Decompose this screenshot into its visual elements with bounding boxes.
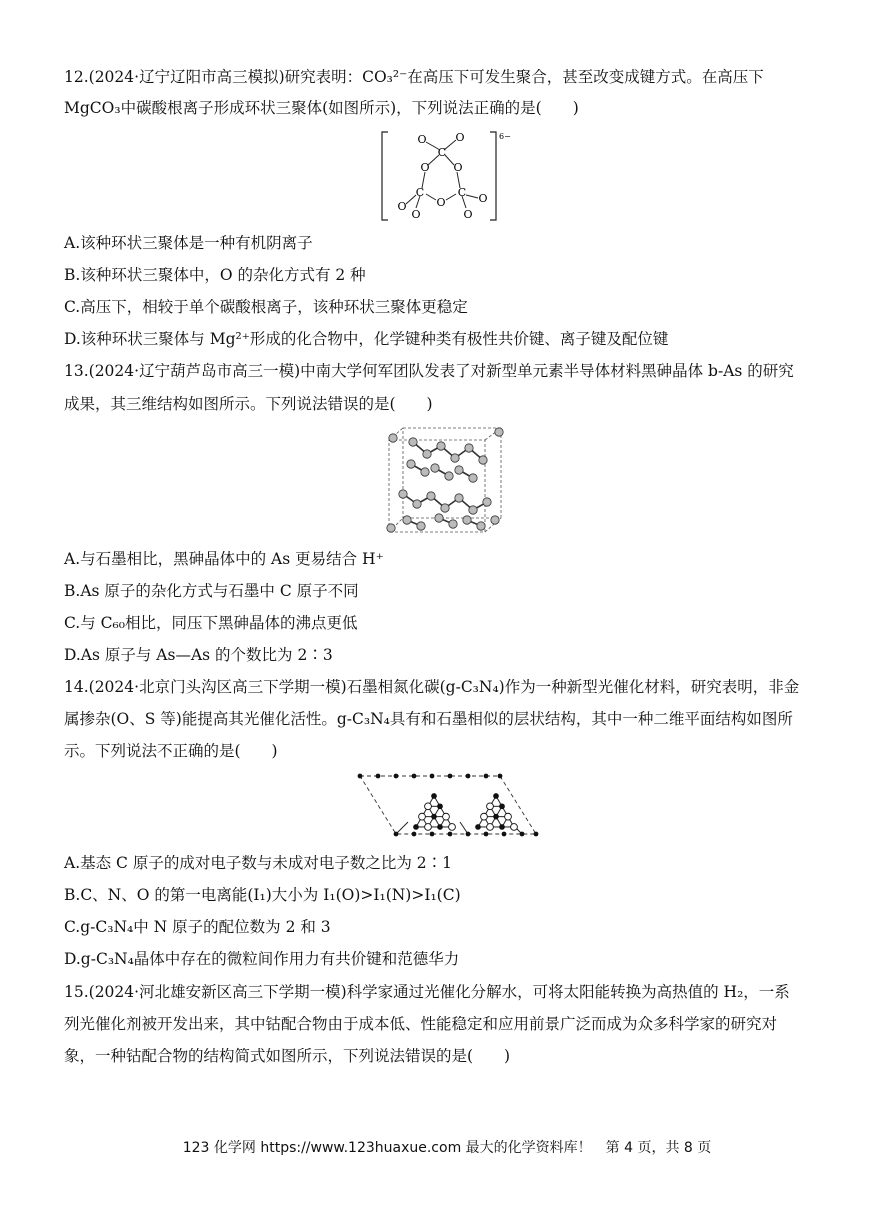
carbon-atom	[487, 824, 494, 831]
carbon-atom	[425, 803, 432, 810]
q14-line-1: 14.(2024·北京门头沟区高三下学期一模)石墨相氮化碳(g-C₃N₄)作为一种新型光催化材料，研究表明，非金	[64, 678, 800, 696]
nitrogen-atom	[430, 832, 435, 837]
nitrogen-atom	[432, 794, 437, 799]
arsenic-atom	[399, 490, 407, 498]
atom-c: C	[415, 186, 425, 199]
atom-c: C	[437, 146, 447, 159]
carbon-atom	[505, 813, 512, 820]
q15-line-3: 象，一种钴配合物的结构简式如图所示，下列说法错误的是( )	[64, 1047, 511, 1065]
q12-option-a: A.该种环状三聚体是一种有机阴离子	[64, 234, 313, 252]
q13-option-c: C.与 C₆₀相比，同压下黑砷晶体的沸点更低	[64, 614, 358, 632]
arsenic-atom	[449, 520, 457, 528]
nitrogen-atom	[466, 832, 471, 837]
page-footer: 123 化学网 https://www.123huaxue.com 最大的化学资料库！ 第 4 页，共 8 页	[182, 1140, 712, 1156]
q14-option-d: D.g-C₃N₄晶体中存在的微粒间作用力有共价键和范德华力	[64, 950, 460, 968]
arsenic-atom	[495, 428, 503, 436]
nitrogen-atom	[498, 774, 503, 779]
q13-line-1: 13.(2024·辽宁葫芦岛市高三一模)中南大学何军团队发表了对新型单元素半导体材料黑砷晶体 b-As 的研究	[64, 362, 794, 380]
nitrogen-atom	[494, 814, 499, 819]
nitrogen-atom	[500, 825, 505, 830]
arsenic-atom	[451, 454, 459, 462]
q14-option-b: B.C、N、O 的第一电离能(I₁)大小为 I₁(O)>I₁(N)>I₁(C)	[64, 886, 461, 904]
nitrogen-atom	[412, 774, 417, 779]
arsenic-atom	[431, 464, 439, 472]
carbon-atom	[511, 824, 518, 831]
nitrogen-atom	[466, 774, 471, 779]
q14-option-a: A.基态 C 原子的成对电子数与未成对电子数之比为 2∶1	[64, 854, 452, 872]
atom-o: O	[463, 208, 473, 221]
arsenic-atom	[413, 500, 421, 508]
nitrogen-atom	[430, 774, 435, 779]
arsenic-atom	[469, 506, 477, 514]
nitrogen-atom	[476, 825, 481, 830]
nitrogen-atom	[414, 825, 419, 830]
q12-line-2: MgCO₃中碳酸根离子形成环状三聚体(如图所示)，下列说法正确的是( )	[64, 99, 579, 117]
q14-option-c: C.g-C₃N₄中 N 原子的配位数为 2 和 3	[64, 918, 331, 936]
carbon-atom	[443, 813, 450, 820]
q13-option-a: A.与石墨相比，黑砷晶体中的 As 更易结合 H⁺	[64, 550, 384, 568]
atom-o: O	[397, 200, 407, 213]
arsenic-atom	[421, 468, 429, 476]
nitrogen-atom	[394, 774, 399, 779]
carbon-atom	[449, 824, 456, 831]
arsenic-atom	[427, 492, 435, 500]
nitrogen-atom	[502, 832, 507, 837]
atom-c: C	[457, 186, 467, 199]
q12-option-d: D.该种环状三聚体与 Mg²⁺形成的化合物中，化学键种类有极性共价键、离子键及配位键	[64, 330, 669, 348]
nitrogen-atom	[376, 774, 381, 779]
arsenic-atom	[483, 498, 491, 506]
q13-line-2: 成果，其三维结构如图所示。下列说法错误的是( )	[64, 395, 433, 413]
g-c3n4-structure-figure	[356, 770, 540, 840]
nitrogen-atom	[432, 814, 437, 819]
trimer-charge: 6−	[499, 132, 511, 141]
carbonate-trimer-figure	[378, 128, 518, 226]
arsenic-atom	[445, 472, 453, 480]
nitrogen-atom	[534, 832, 539, 837]
arsenic-atom	[469, 474, 477, 482]
atom-o: O	[411, 208, 421, 221]
nitrogen-atom	[438, 804, 443, 809]
nitrogen-atom	[448, 774, 453, 779]
atom-o: O	[478, 192, 488, 205]
carbon-atom	[425, 824, 432, 831]
atom-o: O	[455, 131, 465, 144]
black-arsenic-structure-figure	[383, 424, 507, 536]
arsenic-atom	[479, 456, 487, 464]
nitrogen-atom	[412, 832, 417, 837]
arsenic-atom	[423, 450, 431, 458]
arsenic-atom	[437, 442, 445, 450]
q15-line-1: 15.(2024·河北雄安新区高三下学期一模)科学家通过光催化分解水，可将太阳能转换为高热值的 H₂，一系	[64, 983, 790, 1001]
arsenic-atom	[389, 434, 397, 442]
q12-line-1: 12.(2024·辽宁辽阳市高三模拟)研究表明：CO₃²⁻在高压下可发生聚合，甚至改变成键方式。在高压下	[64, 68, 764, 86]
arsenic-atom	[455, 494, 463, 502]
q15-line-2: 列光催化剂被开发出来，其中钴配合物由于成本低、性能稳定和应用前景广泛而成为众多科学家的研究对	[64, 1015, 778, 1033]
carbon-atom	[487, 803, 494, 810]
arsenic-atom	[407, 460, 415, 468]
nitrogen-atom	[484, 832, 489, 837]
nitrogen-atom	[484, 774, 489, 779]
q12-option-b: B.该种环状三聚体中，O 的杂化方式有 2 种	[64, 266, 366, 284]
arsenic-atom	[463, 516, 471, 524]
nitrogen-atom	[494, 794, 499, 799]
nitrogen-atom	[500, 804, 505, 809]
nitrogen-atom	[394, 832, 399, 837]
nitrogen-atom	[448, 832, 453, 837]
arsenic-atom	[465, 444, 473, 452]
arsenic-atom	[417, 522, 425, 530]
atom-o: O	[436, 196, 446, 209]
q13-option-b: B.As 原子的杂化方式与石墨中 C 原子不同	[64, 582, 359, 600]
arsenic-atom	[477, 522, 485, 530]
q12-option-c: C.高压下，相较于单个碳酸根离子，该种环状三聚体更稳定	[64, 298, 468, 316]
arsenic-atom	[435, 514, 443, 522]
arsenic-atom	[409, 438, 417, 446]
nitrogen-atom	[358, 774, 363, 779]
nitrogen-atom	[438, 825, 443, 830]
atom-o: O	[453, 161, 463, 174]
carbon-atom	[481, 813, 488, 820]
arsenic-atom	[491, 516, 499, 524]
carbon-atom	[419, 813, 426, 820]
q14-line-2: 属掺杂(O、S 等)能提高其光催化活性。g-C₃N₄具有和石墨相似的层状结构，其中一种二维平面结构如图所	[64, 710, 793, 728]
arsenic-atom	[403, 516, 411, 524]
q13-option-d: D.As 原子与 As—As 的个数比为 2∶3	[64, 646, 333, 664]
arsenic-atom	[387, 524, 395, 532]
q14-line-3: 示。下列说法不正确的是( )	[64, 742, 278, 760]
arsenic-atom	[455, 466, 463, 474]
arsenic-atom	[441, 504, 449, 512]
nitrogen-atom	[520, 832, 525, 837]
atom-o: O	[420, 161, 430, 174]
atom-o: O	[417, 133, 427, 146]
